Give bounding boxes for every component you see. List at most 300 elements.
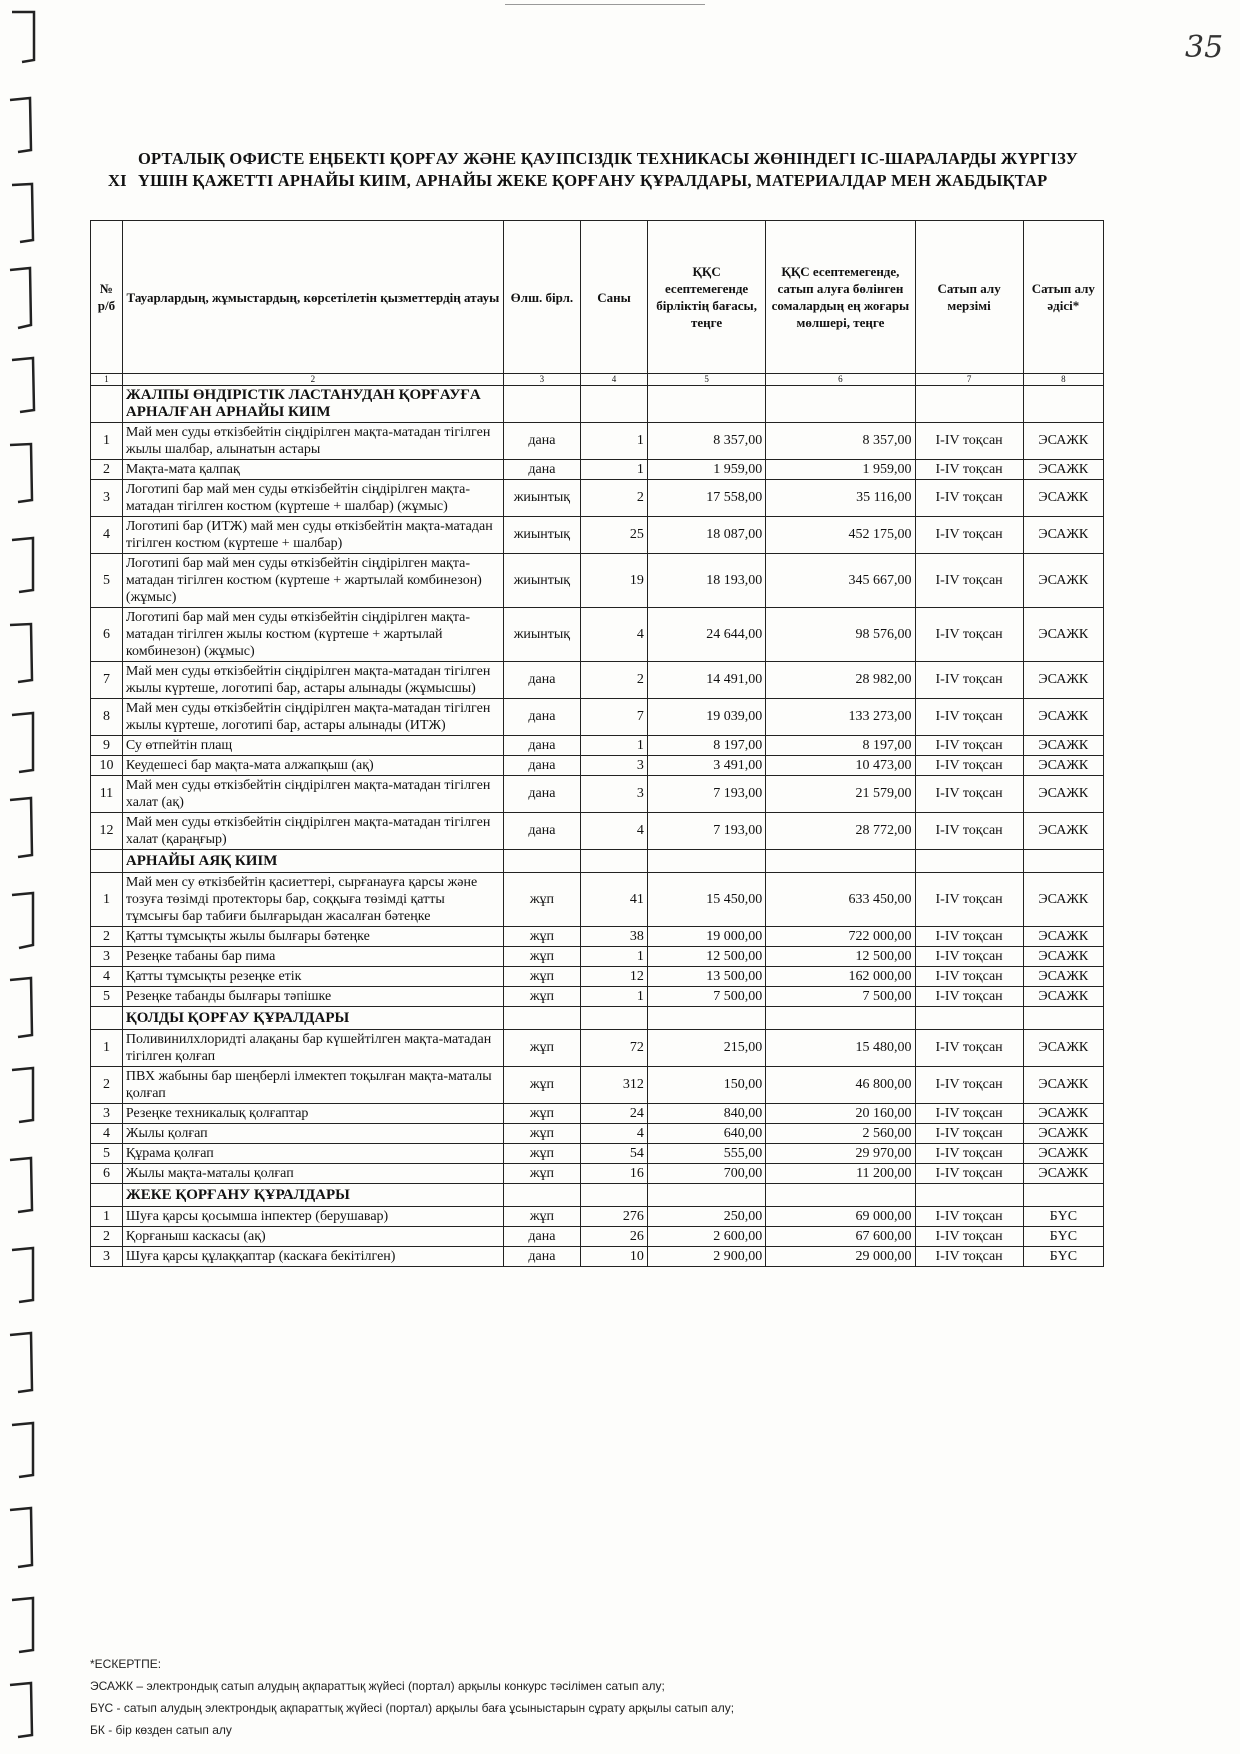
table-row xyxy=(91,967,1104,987)
procurement-method: ЭСАЖК xyxy=(1023,460,1103,480)
table-row xyxy=(91,608,1104,662)
unit: дана xyxy=(503,756,580,776)
table-row xyxy=(91,1104,1104,1124)
total-amount: 98 576,00 xyxy=(766,608,915,662)
procurement-period: I-IV тоқсан xyxy=(915,1124,1023,1144)
row-number: 3 xyxy=(91,1104,123,1124)
column-index: 2 xyxy=(122,374,503,386)
item-name: Май мен суды өткізбейтін сіңдірілген мақта-матадан тігілген халат (қараңғыр) xyxy=(122,813,503,850)
unit: дана xyxy=(503,699,580,736)
document-title xyxy=(100,148,1100,192)
procurement-period: I-IV тоқсан xyxy=(915,1030,1023,1067)
procurement-period: I-IV тоқсан xyxy=(915,517,1023,554)
section-header-row xyxy=(91,1184,1104,1207)
quantity: 72 xyxy=(581,1030,648,1067)
unit-price: 3 491,00 xyxy=(647,756,765,776)
column-index: 1 xyxy=(91,374,123,386)
total-amount: 1 959,00 xyxy=(766,460,915,480)
item-name: Поливинилхлоридті алақаны бар күшейтілген мақта-матадан тігілген қолғап xyxy=(122,1030,503,1067)
section-spacer xyxy=(503,850,580,873)
row-number: 3 xyxy=(91,480,123,517)
table-body xyxy=(91,386,1104,1267)
row-number: 6 xyxy=(91,608,123,662)
unit-price: 150,00 xyxy=(647,1067,765,1104)
procurement-period: I-IV тоқсан xyxy=(915,987,1023,1007)
row-number: 5 xyxy=(91,554,123,608)
total-amount: 29 970,00 xyxy=(766,1144,915,1164)
procurement-method: ЭСАЖК xyxy=(1023,554,1103,608)
unit: жиынтық xyxy=(503,554,580,608)
table-row xyxy=(91,1030,1104,1067)
section-spacer xyxy=(581,386,648,423)
section-spacer xyxy=(91,386,123,423)
unit-price: 7 193,00 xyxy=(647,813,765,850)
procurement-method: ЭСАЖК xyxy=(1023,1144,1103,1164)
row-number: 10 xyxy=(91,756,123,776)
row-number: 2 xyxy=(91,460,123,480)
unit: жұп xyxy=(503,967,580,987)
footnote-heading: *ЕСКЕРТПЕ: xyxy=(90,1657,162,1671)
total-amount: 345 667,00 xyxy=(766,554,915,608)
procurement-period: I-IV тоқсан xyxy=(915,776,1023,813)
row-number: 7 xyxy=(91,662,123,699)
row-number: 3 xyxy=(91,1247,123,1267)
total-amount: 162 000,00 xyxy=(766,967,915,987)
column-index: 4 xyxy=(581,374,648,386)
quantity: 19 xyxy=(581,554,648,608)
total-amount: 28 982,00 xyxy=(766,662,915,699)
procurement-method: ЭСАЖК xyxy=(1023,873,1103,927)
unit-price: 8 357,00 xyxy=(647,423,765,460)
column-index: 5 xyxy=(647,374,765,386)
quantity: 1 xyxy=(581,460,648,480)
procurement-period: I-IV тоқсан xyxy=(915,699,1023,736)
procurement-method: ЭСАЖК xyxy=(1023,699,1103,736)
header-col-total: ҚҚС есептемегенде, сатып алуға бөлінген сомалардың ең жоғары мөлшері, теңге xyxy=(766,221,915,374)
quantity: 2 xyxy=(581,480,648,517)
section-spacer xyxy=(915,386,1023,423)
item-name: Резеңке табаны бар пима xyxy=(122,947,503,967)
procurement-period: I-IV тоқсан xyxy=(915,967,1023,987)
procurement-method: БҮС xyxy=(1023,1227,1103,1247)
section-spacer xyxy=(1023,1184,1103,1207)
section-spacer xyxy=(91,1184,123,1207)
table-row xyxy=(91,987,1104,1007)
quantity: 7 xyxy=(581,699,648,736)
table-row xyxy=(91,1207,1104,1227)
unit-price: 15 450,00 xyxy=(647,873,765,927)
quantity: 1 xyxy=(581,987,648,1007)
section-spacer xyxy=(1023,386,1103,423)
total-amount: 29 000,00 xyxy=(766,1247,915,1267)
unit-price: 215,00 xyxy=(647,1030,765,1067)
unit-price: 250,00 xyxy=(647,1207,765,1227)
quantity: 4 xyxy=(581,1124,648,1144)
table-row xyxy=(91,480,1104,517)
footnote-line: ЭСАЖК – электрондық сатып алудың ақпараттық жүйесі (портал) арқылы конкурс тәсілімен сатып алу; xyxy=(90,1679,665,1693)
section-spacer xyxy=(503,386,580,423)
table-row xyxy=(91,554,1104,608)
procurement-period: I-IV тоқсан xyxy=(915,1104,1023,1124)
item-name: Құрама қолғап xyxy=(122,1144,503,1164)
quantity: 312 xyxy=(581,1067,648,1104)
quantity: 10 xyxy=(581,1247,648,1267)
table-header xyxy=(91,221,1104,386)
row-number: 1 xyxy=(91,1207,123,1227)
procurement-period: I-IV тоқсан xyxy=(915,662,1023,699)
item-name: ПВХ жабыны бар шеңберлі ілмектеп тоқылған мақта-маталы қолғап xyxy=(122,1067,503,1104)
total-amount: 452 175,00 xyxy=(766,517,915,554)
total-amount: 20 160,00 xyxy=(766,1104,915,1124)
section-title: ЖАЛПЫ ӨНДІРІСТІК ЛАСТАНУДАН ҚОРҒАУҒА АРНАЛҒАН АРНАЙЫ КИІМ xyxy=(122,386,503,423)
header-col-method: Сатып алу әдісі* xyxy=(1023,221,1103,374)
table-row xyxy=(91,1227,1104,1247)
procurement-period: I-IV тоқсан xyxy=(915,1067,1023,1104)
row-number: 4 xyxy=(91,967,123,987)
row-number: 11 xyxy=(91,776,123,813)
section-number: XI xyxy=(108,171,127,190)
procurement-method: БҮС xyxy=(1023,1207,1103,1227)
total-amount: 15 480,00 xyxy=(766,1030,915,1067)
table-row xyxy=(91,1247,1104,1267)
unit: жұп xyxy=(503,1124,580,1144)
procurement-method: ЭСАЖК xyxy=(1023,608,1103,662)
row-number: 12 xyxy=(91,813,123,850)
item-name: Логотипі бар май мен суды өткізбейтін сіңдірілген мақта-матадан тігілген костюм (күртеше + жартылай комбинезон) (жұмыс) xyxy=(122,554,503,608)
unit: дана xyxy=(503,1227,580,1247)
column-index: 8 xyxy=(1023,374,1103,386)
procurement-method: ЭСАЖК xyxy=(1023,662,1103,699)
unit: жұп xyxy=(503,947,580,967)
procurement-period: I-IV тоқсан xyxy=(915,1247,1023,1267)
procurement-period: I-IV тоқсан xyxy=(915,554,1023,608)
unit-price: 2 600,00 xyxy=(647,1227,765,1247)
header-col-period: Сатып алу мерзімі xyxy=(915,221,1023,374)
procurement-method: ЭСАЖК xyxy=(1023,480,1103,517)
item-name: Шуға қарсы қосымша інпектер (берушавар) xyxy=(122,1207,503,1227)
section-title: АРНАЙЫ АЯҚ КИІМ xyxy=(122,850,503,873)
table-row xyxy=(91,947,1104,967)
total-amount: 12 500,00 xyxy=(766,947,915,967)
item-name: Қорғаныш каскасы (ақ) xyxy=(122,1227,503,1247)
row-number: 4 xyxy=(91,1124,123,1144)
procurement-method: ЭСАЖК xyxy=(1023,947,1103,967)
table-row xyxy=(91,736,1104,756)
procurement-method: БҮС xyxy=(1023,1247,1103,1267)
procurement-method: ЭСАЖК xyxy=(1023,1164,1103,1184)
header-col-number: № р/б xyxy=(91,221,123,374)
unit-price: 19 039,00 xyxy=(647,699,765,736)
unit: дана xyxy=(503,460,580,480)
table-row xyxy=(91,1144,1104,1164)
total-amount: 28 772,00 xyxy=(766,813,915,850)
section-header-row xyxy=(91,1007,1104,1030)
procurement-period: I-IV тоқсан xyxy=(915,947,1023,967)
quantity: 54 xyxy=(581,1144,648,1164)
procurement-period: I-IV тоқсан xyxy=(915,1227,1023,1247)
section-title: ЖЕКЕ ҚОРҒАНУ ҚҰРАЛДАРЫ xyxy=(122,1184,503,1207)
procurement-period: I-IV тоқсан xyxy=(915,736,1023,756)
unit: жұп xyxy=(503,873,580,927)
unit-price: 17 558,00 xyxy=(647,480,765,517)
total-amount: 7 500,00 xyxy=(766,987,915,1007)
procurement-method: ЭСАЖК xyxy=(1023,756,1103,776)
unit-price: 7 500,00 xyxy=(647,987,765,1007)
procurement-period: I-IV тоқсан xyxy=(915,1164,1023,1184)
unit: дана xyxy=(503,1247,580,1267)
header-col-unit: Өлш. бірл. xyxy=(503,221,580,374)
section-spacer xyxy=(91,1007,123,1030)
quantity: 1 xyxy=(581,947,648,967)
procurement-method: ЭСАЖК xyxy=(1023,967,1103,987)
procurement-method: ЭСАЖК xyxy=(1023,1104,1103,1124)
procurement-method: ЭСАЖК xyxy=(1023,736,1103,756)
unit-price: 8 197,00 xyxy=(647,736,765,756)
unit: дана xyxy=(503,423,580,460)
quantity: 12 xyxy=(581,967,648,987)
section-spacer xyxy=(915,1007,1023,1030)
unit-price: 14 491,00 xyxy=(647,662,765,699)
procurement-period: I-IV тоқсан xyxy=(915,608,1023,662)
table-row xyxy=(91,756,1104,776)
unit: дана xyxy=(503,776,580,813)
unit-price: 555,00 xyxy=(647,1144,765,1164)
unit: жұп xyxy=(503,1144,580,1164)
procurement-method: ЭСАЖК xyxy=(1023,1030,1103,1067)
quantity: 24 xyxy=(581,1104,648,1124)
section-spacer xyxy=(581,1007,648,1030)
procurement-period: I-IV тоқсан xyxy=(915,873,1023,927)
procurement-period: I-IV тоқсан xyxy=(915,1207,1023,1227)
procurement-method: ЭСАЖК xyxy=(1023,776,1103,813)
section-spacer xyxy=(766,386,915,423)
page-number: 35 xyxy=(1185,30,1224,65)
item-name: Шуға қарсы құлаққаптар (каскаға бекітілген) xyxy=(122,1247,503,1267)
quantity: 4 xyxy=(581,813,648,850)
quantity: 276 xyxy=(581,1207,648,1227)
quantity: 16 xyxy=(581,1164,648,1184)
quantity: 2 xyxy=(581,662,648,699)
unit: жұп xyxy=(503,927,580,947)
section-spacer xyxy=(766,1007,915,1030)
procurement-period: I-IV тоқсан xyxy=(915,756,1023,776)
unit-price: 640,00 xyxy=(647,1124,765,1144)
footnote-line: БК - бір көзден сатып алу xyxy=(90,1723,232,1737)
procurement-method: ЭСАЖК xyxy=(1023,813,1103,850)
item-name: Резеңке техникалық қолғаптар xyxy=(122,1104,503,1124)
table-row xyxy=(91,423,1104,460)
row-number: 1 xyxy=(91,873,123,927)
section-spacer xyxy=(503,1007,580,1030)
quantity: 4 xyxy=(581,608,648,662)
quantity: 3 xyxy=(581,776,648,813)
total-amount: 133 273,00 xyxy=(766,699,915,736)
total-amount: 46 800,00 xyxy=(766,1067,915,1104)
unit-price: 19 000,00 xyxy=(647,927,765,947)
procurement-period: I-IV тоқсан xyxy=(915,423,1023,460)
unit: дана xyxy=(503,736,580,756)
item-name: Жылы қолғап xyxy=(122,1124,503,1144)
table-row xyxy=(91,927,1104,947)
section-spacer xyxy=(647,850,765,873)
procurement-method: ЭСАЖК xyxy=(1023,1124,1103,1144)
unit-price: 18 193,00 xyxy=(647,554,765,608)
procurement-method: ЭСАЖК xyxy=(1023,927,1103,947)
item-name: Логотипі бар май мен суды өткізбейтін сіңдірілген мақта-матадан тігілген костюм (күртеше + шалбар) (жұмыс) xyxy=(122,480,503,517)
unit: дана xyxy=(503,813,580,850)
unit: жиынтық xyxy=(503,608,580,662)
total-amount: 8 357,00 xyxy=(766,423,915,460)
footnote xyxy=(90,1653,734,1741)
section-title: ҚОЛДЫ ҚОРҒАУ ҚҰРАЛДАРЫ xyxy=(122,1007,503,1030)
table-row xyxy=(91,1164,1104,1184)
unit: жұп xyxy=(503,1030,580,1067)
column-index: 7 xyxy=(915,374,1023,386)
row-number: 2 xyxy=(91,927,123,947)
item-name: Май мен су өткізбейтін қасиеттері, сырғанауға қарсы және тозуға төзімді протекторы бар, соққыға төзімді қатты тұмсығы бар табиғи былғарыдан жасалған бәтеңке xyxy=(122,873,503,927)
header-col-unit-price: ҚҚС есептемегенде бірліктің бағасы, теңге xyxy=(647,221,765,374)
item-name: Кеудешесі бар мақта-мата алжапқыш (ақ) xyxy=(122,756,503,776)
item-name: Су өтпейтін плащ xyxy=(122,736,503,756)
procurement-method: ЭСАЖК xyxy=(1023,1067,1103,1104)
section-header-row xyxy=(91,386,1104,423)
unit: дана xyxy=(503,662,580,699)
unit-price: 18 087,00 xyxy=(647,517,765,554)
row-number: 8 xyxy=(91,699,123,736)
section-spacer xyxy=(91,850,123,873)
item-name: Май мен суды өткізбейтін сіңдірілген мақта-матадан тігілген халат (ақ) xyxy=(122,776,503,813)
unit-price: 700,00 xyxy=(647,1164,765,1184)
row-number: 6 xyxy=(91,1164,123,1184)
row-number: 5 xyxy=(91,1144,123,1164)
quantity: 25 xyxy=(581,517,648,554)
section-spacer xyxy=(1023,850,1103,873)
item-name: Май мен суды өткізбейтін сіңдірілген мақта-матадан тігілген жылы күртеше, логотипі бар, астары алынады (ИТЖ) xyxy=(122,699,503,736)
header-col-qty: Саны xyxy=(581,221,648,374)
unit: жиынтық xyxy=(503,480,580,517)
unit: жұп xyxy=(503,1207,580,1227)
procurement-method: ЭСАЖК xyxy=(1023,423,1103,460)
section-spacer xyxy=(915,850,1023,873)
row-number: 9 xyxy=(91,736,123,756)
section-spacer xyxy=(766,850,915,873)
procurement-period: I-IV тоқсан xyxy=(915,1144,1023,1164)
item-name: Қатты тұмсықты жылы былғары бәтеңке xyxy=(122,927,503,947)
procurement-period: I-IV тоқсан xyxy=(915,480,1023,517)
item-name: Мақта-мата қалпақ xyxy=(122,460,503,480)
unit-price: 2 900,00 xyxy=(647,1247,765,1267)
unit: жұп xyxy=(503,1104,580,1124)
procurement-method: ЭСАЖК xyxy=(1023,517,1103,554)
total-amount: 11 200,00 xyxy=(766,1164,915,1184)
total-amount: 722 000,00 xyxy=(766,927,915,947)
quantity: 38 xyxy=(581,927,648,947)
total-amount: 10 473,00 xyxy=(766,756,915,776)
section-spacer xyxy=(766,1184,915,1207)
column-index: 6 xyxy=(766,374,915,386)
procurement-period: I-IV тоқсан xyxy=(915,460,1023,480)
unit: жұп xyxy=(503,1164,580,1184)
row-number: 2 xyxy=(91,1227,123,1247)
total-amount: 2 560,00 xyxy=(766,1124,915,1144)
total-amount: 21 579,00 xyxy=(766,776,915,813)
item-name: Жылы мақта-маталы қолғап xyxy=(122,1164,503,1184)
title-text: ОРТАЛЫҚ ОФИСТЕ ЕҢБЕКТІ ҚОРҒАУ ЖӘНЕ ҚАУІПСІЗДІК ТЕХНИКАСЫ ЖӨНІНДЕГІ ІС-ШАРАЛАРДЫ ЖҮРГІЗУ ҮШІН ҚАЖЕТТІ АРНАЙЫ КИІМ, АРНАЙЫ ЖЕКЕ ҚОРҒАНУ ҚҰРАЛДАРЫ, МАТЕРИАЛДАР МЕН ЖАБДЫҚТАР xyxy=(138,149,1078,190)
item-name: Май мен суды өткізбейтін сіңдірілген мақта-матадан тігілген жылы шалбар, алынатын астары xyxy=(122,423,503,460)
section-spacer xyxy=(647,386,765,423)
total-amount: 69 000,00 xyxy=(766,1207,915,1227)
header-col-name: Тауарлардың, жұмыстардың, көрсетілетін қызметтердің атауы xyxy=(122,221,503,374)
quantity: 1 xyxy=(581,423,648,460)
section-spacer xyxy=(647,1184,765,1207)
table-row xyxy=(91,873,1104,927)
row-number: 4 xyxy=(91,517,123,554)
section-header-row xyxy=(91,850,1104,873)
unit-price: 840,00 xyxy=(647,1104,765,1124)
row-number: 2 xyxy=(91,1067,123,1104)
procurement-table xyxy=(90,220,1104,1267)
unit-price: 7 193,00 xyxy=(647,776,765,813)
table-row xyxy=(91,517,1104,554)
table-row xyxy=(91,776,1104,813)
row-number: 3 xyxy=(91,947,123,967)
section-spacer xyxy=(1023,1007,1103,1030)
quantity: 3 xyxy=(581,756,648,776)
unit: жұп xyxy=(503,1067,580,1104)
section-spacer xyxy=(581,1184,648,1207)
footnote-line: БҮС - сатып алудың электрондық ақпараттық жүйесі (портал) арқылы баға ұсыныстарын сұрату арқылы сатып алу; xyxy=(90,1701,735,1715)
unit-price: 1 959,00 xyxy=(647,460,765,480)
item-name: Резеңке табанды былғары тәпішке xyxy=(122,987,503,1007)
item-name: Логотипі бар (ИТЖ) май мен суды өткізбейтін мақта-матадан тігілген костюм (күртеше + шалбар) xyxy=(122,517,503,554)
total-amount: 8 197,00 xyxy=(766,736,915,756)
row-number: 5 xyxy=(91,987,123,1007)
item-name: Май мен суды өткізбейтін сіңдірілген мақта-матадан тігілген жылы күртеше, логотипі бар, астары алынады (жұмысшы) xyxy=(122,662,503,699)
table-row xyxy=(91,1067,1104,1104)
procurement-period: I-IV тоқсан xyxy=(915,927,1023,947)
table-row xyxy=(91,1124,1104,1144)
top-rule xyxy=(505,4,705,5)
total-amount: 67 600,00 xyxy=(766,1227,915,1247)
row-number: 1 xyxy=(91,423,123,460)
procurement-period: I-IV тоқсан xyxy=(915,813,1023,850)
section-spacer xyxy=(581,850,648,873)
quantity: 26 xyxy=(581,1227,648,1247)
quantity: 1 xyxy=(581,736,648,756)
table-row xyxy=(91,460,1104,480)
section-spacer xyxy=(503,1184,580,1207)
unit: жұп xyxy=(503,987,580,1007)
unit-price: 13 500,00 xyxy=(647,967,765,987)
table-row xyxy=(91,813,1104,850)
table-row xyxy=(91,662,1104,699)
binding-marks xyxy=(0,0,50,1754)
column-index: 3 xyxy=(503,374,580,386)
quantity: 41 xyxy=(581,873,648,927)
row-number: 1 xyxy=(91,1030,123,1067)
unit: жиынтық xyxy=(503,517,580,554)
item-name: Қатты тұмсықты резеңке етік xyxy=(122,967,503,987)
total-amount: 633 450,00 xyxy=(766,873,915,927)
procurement-method: ЭСАЖК xyxy=(1023,987,1103,1007)
section-spacer xyxy=(915,1184,1023,1207)
unit-price: 24 644,00 xyxy=(647,608,765,662)
total-amount: 35 116,00 xyxy=(766,480,915,517)
unit-price: 12 500,00 xyxy=(647,947,765,967)
section-spacer xyxy=(647,1007,765,1030)
item-name: Логотипі бар май мен суды өткізбейтін сіңдірілген мақта-матадан тігілген жылы костюм (күртеше + жартылай комбинезон) (жұмыс) xyxy=(122,608,503,662)
table-row xyxy=(91,699,1104,736)
